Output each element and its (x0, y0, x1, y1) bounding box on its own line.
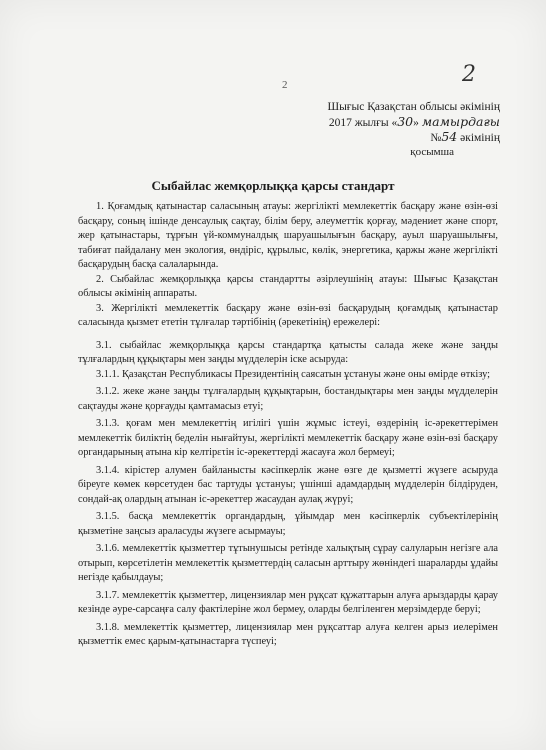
header-line-2 (329, 115, 500, 130)
paragraph-3-1-3: 3.1.3. қоғам мен мемлекеттің игілігі үшін жұмыс істеуі, өздерінің іс-әрекеттерімен мемлекеттік биліктің беделін нығайтуы, жергілікті мемлекеттік басқару және өзін-өзі басқару органдарының атына кір келтірετін іс-әрекеттерді жасауға жол бермеуі; (78, 418, 498, 458)
paragraph-3: 3. Жергілікті мемлекеттік басқару және өзін-өзі басқарудың қоғамдық қатынастар саласында қызмет ететін тұлғалар тәртібінің (әрекетінің) ережелері: (78, 302, 498, 328)
document-title: Сыбайлас жемқорлыққа қарсы стандарт (151, 178, 395, 193)
handwritten-day: 30 (397, 114, 414, 129)
header-date-prefix: 2017 жылғы « (328, 117, 398, 129)
paragraph-3-1-5: 3.1.5. басқа мемлекеттік органдардың, ұйымдар мен кәсіпкерлік субъектілерінің қызметіне заңсыз араласуды жүзеге асырмауы; (78, 511, 498, 537)
document-body (78, 200, 498, 650)
paragraph-3-1-8: 3.1.8. мемлекеттік қызметтер, лицензиялар мен рұқсаттар алуға келген арыз иелерімен қызметтік емес қарым-қатынастарға түспеуі; (78, 621, 498, 647)
paragraph-3-1-6: 3.1.6. мемлекеттік қызметтер тұтынушысы ретінде халықтың сұрау салуларын негізге ала отырып, көрсетілетін мемлекеттік қызметтердің саласын арттыру жөніндегі шараларды ұдайы негізде қабылдауы; (78, 543, 498, 583)
handwritten-number: 54 (441, 129, 458, 144)
handwritten-page-number: 2 (462, 62, 476, 87)
header-date-mid: » (413, 117, 419, 129)
header-line-3 (430, 130, 500, 145)
page-number: 2 (282, 79, 288, 91)
paragraph-1: 1. Қоғамдық қатынастар саласының атауы: жергілікті мемлекеттік басқару және өзін-өзі басқару, соның ішінде денсаулық сақтау, білім беру, әлеуметтік қорғау, мәдениет және спорт, жер қатынастары, тұрғын үй-коммуналдық шаруашылығын басқару, ауыл шаруашылығы, табиғат пайдалану мен экология, өндіріс, құрылыс, көлік, энергетика, қаржы және жергілікті басқарудың басқа салаларында. (78, 201, 498, 270)
paragraph-2: 2. Сыбайлас жемқорлыққа қарсы стандартты әзірлеушінің атауы: Шығыс Қазақстан облысы әкімінің аппараты. (78, 273, 498, 299)
paragraph-3-1: 3.1. сыбайлас жемқорлыққа қарсы стандартқа қатысты салада жеке және заңды тұлғалардың құқықтары мен заңды мүдделерін іске асыруда: (78, 339, 498, 365)
paragraph-3-1-4: 3.1.4. кірістер алумен байланысты кәсіпкерлік және өзге де қызметті жүзеге асыруда біреуге көмек көрсетуден бас тартуды ұстануы; үшінші адамдардың мүдделерін білдіруден, сондай-ақ олардың атынан іс-әрекеттер жасаудан аулақ жүруі; (78, 464, 498, 505)
paragraph-3-1-2: 3.1.2. жеке және заңды тұлғалардың құқықтарын, бостандықтары мен заңды мүдделерін сақтауды және қорғауды қамтамасыз етуі; (78, 386, 498, 412)
header-number-suffix: әкімінің (457, 132, 500, 144)
header-line-4: қосымша (410, 146, 454, 158)
header-number-prefix: № (430, 132, 442, 144)
header-line-1: Шығыс Қазақстан облысы әкімінің (327, 101, 500, 113)
handwritten-month: мамырдағы (421, 114, 500, 129)
paragraph-3-1-1: 3.1.1. Қазақстан Республикасы Президентінің саясатын ұстануы және оны өмірде өткізу; (96, 368, 491, 380)
paragraph-3-1-7: 3.1.7. мемлекеттік қызметтер, лицензиялар мен рұқсат құжаттарын алуға арыздарды қарау кезінде әуре-сарсаңға салу фактілеріне жол бермеу, оларды белгіленген мерзімдерде беруі; (78, 589, 498, 615)
